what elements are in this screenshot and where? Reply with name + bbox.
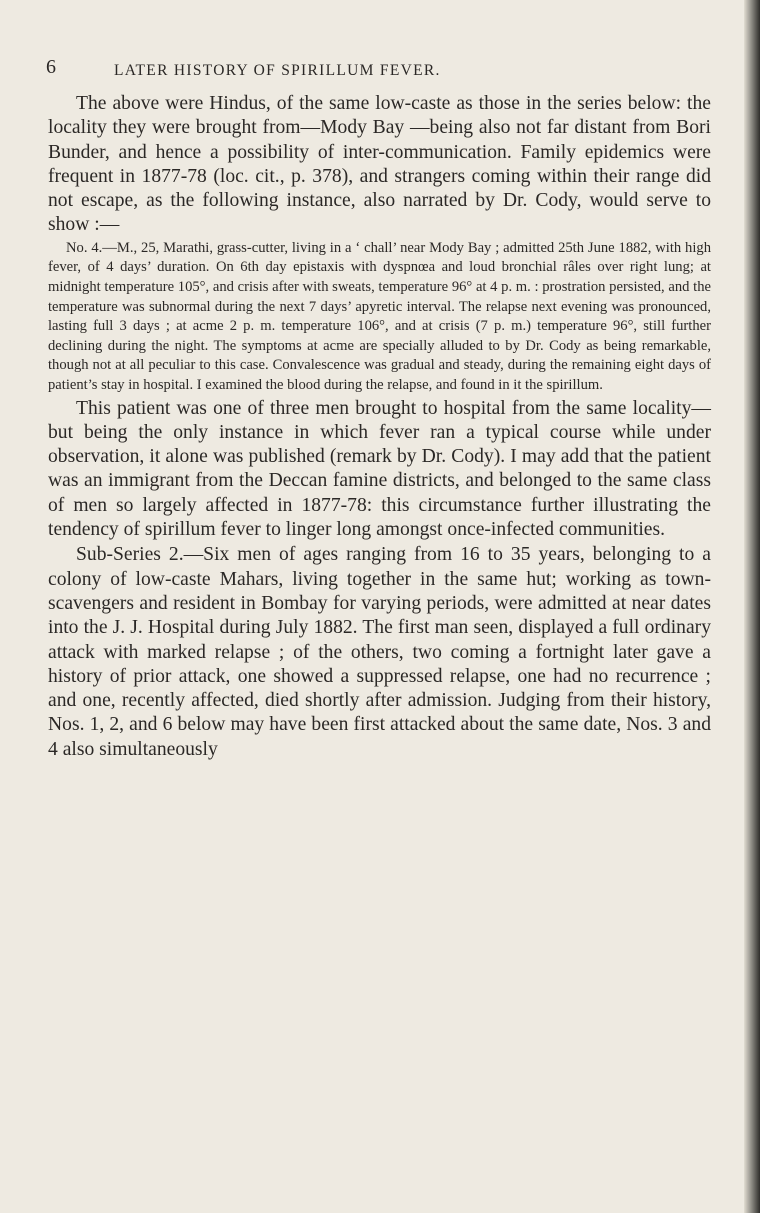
page-edge [744,0,760,1213]
running-head: LATER HISTORY OF SPIRILLUM FEVER. [114,62,441,79]
paragraph-sub-series-2: Sub-Series 2.—Six men of ages ranging from 16 to 35 years, belonging to a colony of low-caste Mahars, living together in the same hut; working as town-scavengers and resident in Bombay for varying periods, were admitted at near dates into the J. J. Hospital during July 1882. The first man seen, displayed a full ordinary attack with marked relapse ; of the others, two coming a fortnight later gave a history of prior attack, one showed a suppressed relapse, one had no recurrence ; and one, recently affected, died shortly after admission. Judging from their history, Nos. 1, 2, and 6 below may have been first attacked about the same date, Nos. 3 and 4 also simultaneously [48,544,711,760]
paragraph-patient-locality: This patient was one of three men brought to hospital from the same locality—but being the only instance in which fever ran a typical course while under observation, it alone was published (remark by Dr. Cody). I may add that the patient was an immigrant from the Deccan famine districts, and belonged to the same class of men so largely affected in 1877-78: this circumstance further illustrating the tendency of spirillum fever to linger long amongst once-infected communities. [48,397,711,541]
case-note-no-4: No. 4.—M., 25, Marathi, grass-cutter, living in a ‘ chall’ near Mody Bay ; admitted 25th June 1882, with high fever, of 4 days’ duration. On 6th day epistaxis with dyspnœa and loud bronchial râles over right lung; at midnight temperature 105°, and crisis after with sweats, temperature 96° at 4 p. m. : prostration persisted, and the temperature was subnormal during the next 7 days’ apyretic interval. The relapse next evening was pronounced, lasting full 3 days ; at acme 2 p. m. temperature 106°, and at crisis (7 p. m.) temperature 96°, still further declining during the night. The symptoms at acme are specially alluded to by Dr. Cody as being remarkable, though not at all peculiar to this case. Convalescence was gradual and steady, during the remaining eight days of patient’s stay in hospital. I examined the blood during the relapse, and found in it the spirillum. [48,239,711,393]
paragraph-family-epidemics: The above were Hindus, of the same low-caste as those in the series below: the locality they were brought from—Mody Bay —being also not far distant from Bori Bunder, and hence a possibility of inter-communication. Family epidemics were frequent in 1877-78 (loc. cit., p. 378), and strangers coming within their range did not escape, as the following instance, also narrated by Dr. Cody, would serve to show :— [48,93,711,236]
page-number: 6 [46,56,56,78]
body-text [48,92,711,762]
